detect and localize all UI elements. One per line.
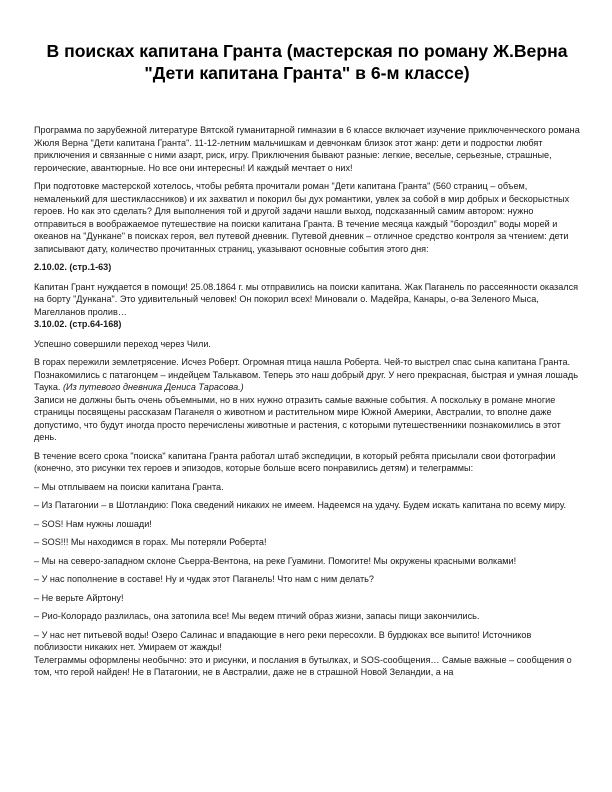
- diary-entry-3: [34, 356, 580, 394]
- document-body: [34, 124, 580, 679]
- diary-date-1: 2.10.02. (стр.1-63): [34, 262, 112, 272]
- document-title: В поисках капитана Гранта (мастерская по роману Ж.Верна "Дети капитана Гранта" в 6-м классе): [46, 41, 568, 83]
- final-paragraph: Телеграммы оформлены необычно: это и рисунки, и послания в бутылках, и SOS-сообщения… Самые важные – сообщения о том, что герой найден! Не в Патагонии, не в Австралии, даже не в страшной Новой Зеландии, а на: [34, 654, 572, 677]
- telegram-1: – Мы отплываем на поиски капитана Гранта.: [34, 481, 224, 492]
- telegram-2: – Из Патагонии – в Шотландию: Пока сведений никаких не имеем. Надеемся на удачу. Будем искать капитана по всему миру.: [34, 500, 567, 510]
- telegram-6: – У нас пополнение в составе! Ну и чудак этот Паганель! Что нам с ним делать?: [34, 574, 374, 584]
- preparation-paragraph: При подготовке мастерской хотелось, чтобы ребята прочитали роман "Дети капитана Гранта" (560 страниц – объем, немаленький для шестиклассников) и их захватил и покорил бы дух романтики, увлек за собой в мир добрых и бескорыстных героев. Но как это сделать? Для выполнения той и другой задачи нашли выход, подсказанный самим автором: нужно отправиться в воображаемое путешествие на поиски капитана Гранта. В течение месяца каждый "бороздил" воды морей и океанов на "Дункане" в поисках героя, вел путевой дневник. Путевой дневник – отличное средство контроля за чтением: дети записывают дату, количество прочитанных страниц, указывают основные события этого дня:: [34, 181, 570, 254]
- telegram-7: – Не верьте Айртону!: [34, 592, 124, 603]
- diary-entry-3-source: (Из путевого дневника Дениса Тарасова.): [62, 382, 244, 392]
- telegram-4: – SOS!!! Мы находимся в горах. Мы потеряли Роберта!: [34, 537, 267, 547]
- telegram-3: – SOS! Нам нужны лошади!: [34, 518, 152, 529]
- telegram-9: – У нас нет питьевой воды! Озеро Салинас и впадающие в него реки пересохли. В бурдюках все выпито! Источников поблизости никаких нет. Умираем от жажды!: [34, 629, 532, 652]
- diary-entry-1: Капитан Грант нуждается в помощи! 25.08.1864 г. мы отправились на поиски капитана. Жак Паганель по рассеянности оказался на борту "Дункана". Это удивительный человек! Он покорил всех! Миновали о. Мадейра, Канары, о-ва Зеленого Мыса, Магелланов пролив…: [34, 281, 579, 317]
- notes-paragraph: Записи не должны быть очень объемными, но в них нужно отразить самые важные события. А поскольку в романе многие страницы посвящены рассказам Паганеля о животном и растительном мире Южной Америки, Австралии, то вполне даже допустимо, что будут иногда просто перечислены животные и растения, с которыми путешественники познакомились в этот день.: [34, 394, 561, 442]
- document-page: [34, 40, 580, 679]
- intro-paragraph: Программа по зарубежной литературе Вятской гуманитарной гимназии в 6 классе включает изучение приключенческого романа Жюля Верна "Дети капитана Гранта". 11-12-летним мальчишкам и девчонкам близок этот жанр: дети и подростки любят приключения и связанные с ними азарт, риск, игру. Приключения бывают разные: легкие, веселые, серьезные, страшные, героические, авантюрные. Но все они интересны! И каждый мечтает о них!: [34, 125, 580, 173]
- diary-entry-2: Успешно совершили переход через Чили.: [34, 338, 211, 349]
- diary-entry-3-text: В горах пережили землетрясение. Исчез Роберт. Огромная птица нашла Роберта. Чей-то выстрел спас сына капитана Гранта. Познакомились с патагонцем – индейцем Талькавом. Теперь это наш добрый друг. У него прекрасная, быстрая и умная лошадь Таука.: [34, 357, 578, 392]
- diary-date-2: 3.10.02. (стр.64-168): [34, 319, 122, 329]
- staff-paragraph: В течение всего срока "поиска" капитана Гранта работал штаб экспедиции, в который ребята присылали свои фотографии (конечно, это рисунки тех героев и эпизодов, которые больше всего понравились детям) и телеграммы:: [34, 450, 556, 473]
- telegram-5: – Мы на северо-западном склоне Сьерра-Вентона, на реке Гуамини. Помогите! Мы окружены красными волками!: [34, 555, 517, 566]
- telegram-8: – Рио-Колорадо разлилась, она затопила все! Мы ведем птичий образ жизни, запасы пищи закончились.: [34, 611, 480, 621]
